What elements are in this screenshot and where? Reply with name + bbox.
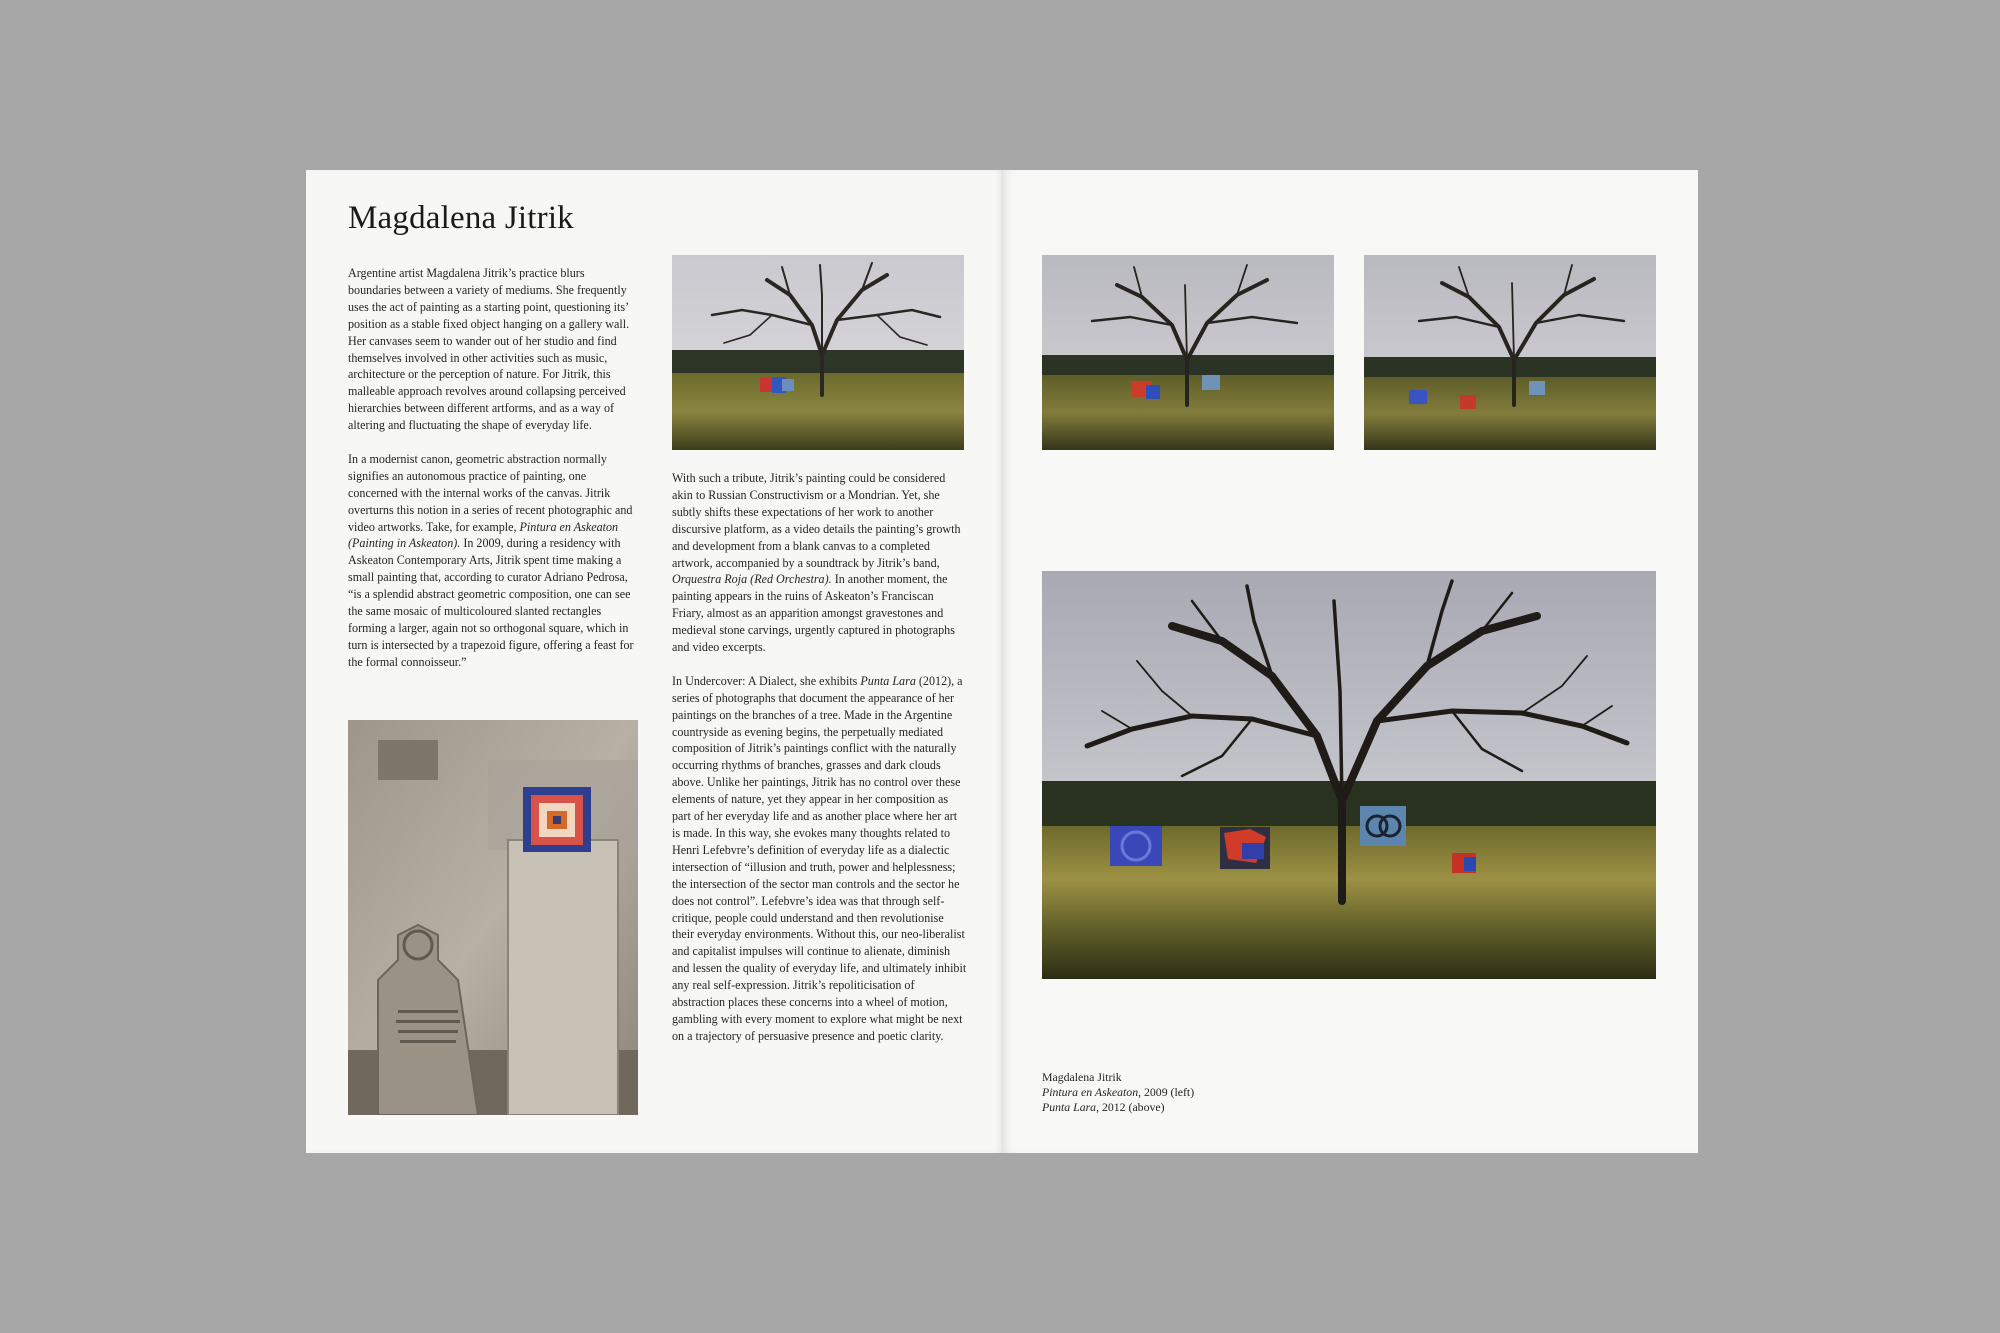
text-column-left: [348, 265, 638, 671]
caption-work-1: Pintura en Askeaton, 2009 (left): [1042, 1085, 1195, 1100]
photo-gravestone: [348, 720, 638, 1115]
photo-tree-top-left: [1042, 255, 1334, 450]
paragraph-tribute: With such a tribute, Jitrik’s painting could be considered akin to Russian Constructivism or a Mondrian. Yet, she subtly shifts these expectations of her work to another discursive platform, as a video details the painting’s growth and development from a blank canvas to a completed artwork, accompanied by a soundtrack by Jitrik’s band, Orquestra Roja (Red Orchestra). In another moment, the painting appears in the ruins of Askeaton’s Franciscan Friary, almost as an apparition amongst gravestones and medieval stone carvings, urgently captured in photographs and video excerpts.: [672, 471, 961, 655]
text-column-right: [672, 470, 967, 1045]
paragraph-modernist-canon: In a modernist canon, geometric abstraction normally signifies an autonomous practice of painting, one concerned with the internal works of the canvas. Jitrik overturns this notion in a series of recent photographic and video artworks. Take, for example, Pintura en Askeaton (Painting in Askeaton). In 2009, during a residency with Askeaton Contemporary Arts, Jitrik spent time making a small painting that, according to curator Adriano Pedrosa, “is a splendid abstract geometric composition, one can see the same mosaic of multicoloured slanted rectangles forming a larger, again not so orthogonal square, which in turn is intersected by a trapezoid figure, offering a feast for the formal connoisseur.”: [348, 451, 634, 669]
right-page: [1004, 170, 1698, 1153]
paragraph-intro: Argentine artist Magdalena Jitrik’s practice blurs boundaries between a variety of mediums. She frequently uses the act of painting as a starting point, questioning its’ position as a stable fixed object hanging on a gallery wall. Her canvases seem to wander out of her studio and find themselves involved in other activities such as music, architecture or the perception of nature. For Jitrik, this malleable approach revolves around collapsing perceived hierarchies between different artforms, and as a way of altering and fluctuating the shape of everyday life.: [348, 266, 630, 433]
punta-lara-italic: Punta Lara: [860, 673, 916, 688]
paragraph-undercover: In Undercover: A Dialect, she exhibits Punta Lara (2012), a series of photographs that document the appearance of her paintings on the branches of a tree. Made in the Argentine countryside as evening begins, the perpetually mediated composition of Jitrik’s paintings conflict with the naturally occurring rhythms of branches, grasses and dark clouds above. Unlike her paintings, Jitrik has no control over these elements of nature, yet they appear in her composition as part of her everyday life and as another place where her art is made. In this way, she evokes many thoughts related to Henri Lefebvre’s definition of everyday life as a dialectic intersection of “illusion and truth, power and helplessness; the intersection of the sector man controls and the sector he does not control”. Lefebvre’s idea was that through self-critique, people could understand and then revolutionise their everyday environments. Without this, our neo-liberalist and capitalist impulses will continue to alienate, diminish and lessen the quality of everyday life, and ultimately inhibit any real self-expression. Jitrik’s repoliticisation of abstraction places these concerns into a wheel of motion, gambling with every moment to explore what might be next on a trajectory of persuasive presence and poetic clarity.: [672, 673, 967, 1043]
band-name-italic: Orquestra Roja (Red Orchestra).: [672, 572, 832, 587]
photo-punta-lara-large: [1042, 571, 1656, 979]
article-title: Magdalena Jitrik: [348, 200, 574, 236]
magazine-spread: [306, 170, 1698, 1153]
left-page: [306, 170, 1004, 1153]
work-title-italic: Pintura en Askeaton (Painting in Askeaton).: [348, 519, 619, 551]
caption-work-2: Punta Lara, 2012 (above): [1042, 1100, 1165, 1115]
photo-tree-top-right: [1364, 255, 1656, 450]
photo-caption: [1042, 1070, 1194, 1116]
caption-artist: Magdalena Jitrik: [1042, 1070, 1122, 1084]
photo-tree-small: [672, 255, 964, 450]
